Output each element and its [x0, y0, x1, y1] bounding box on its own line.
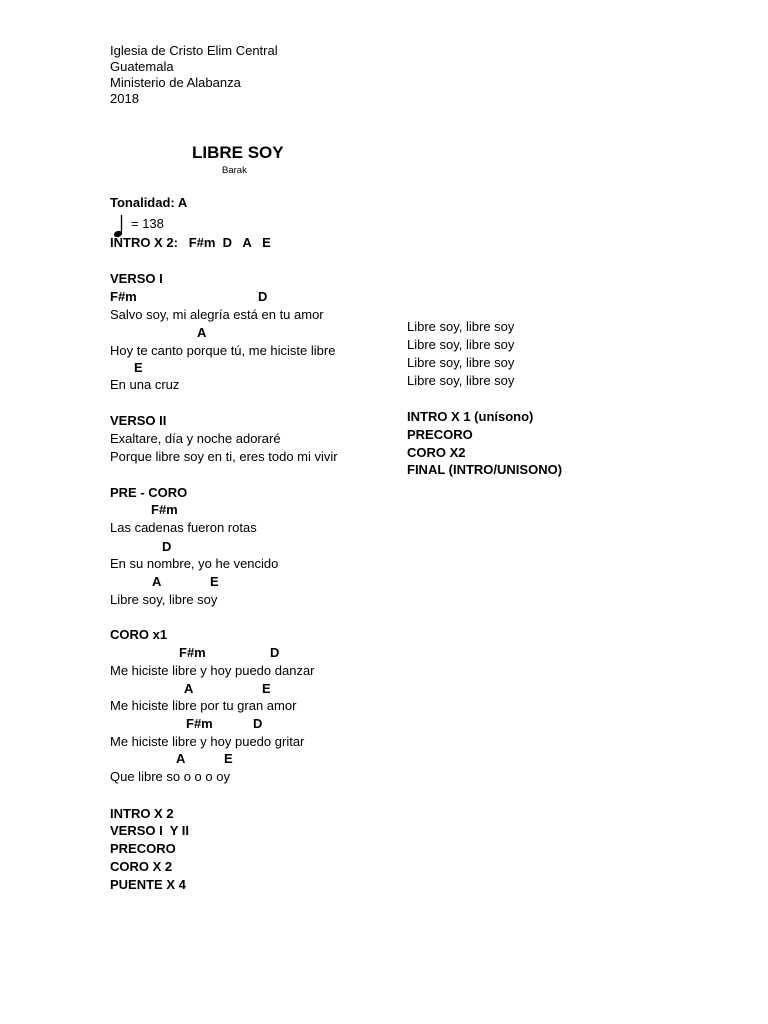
lyric-line: Que libre so o o o oy: [110, 769, 230, 784]
bridge-line: Libre soy, libre soy: [407, 373, 515, 388]
year: 2018: [110, 91, 139, 106]
lyric-line: Me hiciste libre y hoy puedo gritar: [110, 734, 305, 749]
lyric-line: Me hiciste libre por tu gran amor: [110, 698, 297, 713]
chord: F#m: [151, 502, 178, 517]
chord: F#m: [179, 645, 206, 660]
verso1-title: VERSO I: [110, 271, 163, 286]
country: Guatemala: [110, 59, 174, 74]
order-item: CORO X 2: [110, 859, 173, 874]
verso2-title: VERSO II: [110, 413, 167, 428]
lyric-line: En su nombre, yo he vencido: [110, 556, 279, 571]
order-item: PUENTE X 4: [110, 877, 186, 892]
order-item: CORO X2: [407, 445, 466, 460]
bridge-line: Libre soy, libre soy: [407, 337, 515, 352]
chord: E: [134, 360, 143, 375]
chord: A: [152, 574, 162, 589]
lyric-line: Exaltare, día y noche adoraré: [110, 431, 281, 446]
intro-line: INTRO X 2: F#m D A E: [110, 235, 271, 250]
order-item: INTRO X 1 (unísono): [407, 409, 534, 424]
chord: E: [210, 574, 219, 589]
church-name: Iglesia de Cristo Elim Central: [110, 43, 278, 58]
chord: D: [162, 539, 172, 554]
lyric-line: Salvo soy, mi alegría está en tu amor: [110, 307, 324, 322]
lyric-line: Hoy te canto porque tú, me hiciste libre: [110, 343, 336, 358]
chord: A: [176, 751, 186, 766]
lyric-line: Porque libre soy en ti, eres todo mi vivir: [110, 449, 338, 464]
bridge-line: Libre soy, libre soy: [407, 319, 515, 334]
order-item: VERSO I Y II: [110, 823, 189, 838]
lyric-line: Libre soy, libre soy: [110, 592, 218, 607]
lyric-line: Me hiciste libre y hoy puedo danzar: [110, 663, 315, 678]
order-item: PRECORO: [110, 841, 176, 856]
chord: D: [270, 645, 280, 660]
chord: A: [184, 681, 194, 696]
chord: D: [258, 289, 268, 304]
bridge-line: Libre soy, libre soy: [407, 355, 515, 370]
order-item: FINAL (INTRO/UNISONO): [407, 462, 563, 477]
chord: A: [197, 325, 207, 340]
precoro-title: PRE - CORO: [110, 485, 188, 500]
order-item: INTRO X 2: [110, 806, 174, 821]
chord: F#m: [110, 289, 137, 304]
chord: F#m: [186, 716, 213, 731]
ministry: Ministerio de Alabanza: [110, 75, 241, 90]
lyric-line: En una cruz: [110, 377, 180, 392]
order-item: PRECORO: [407, 427, 473, 442]
chord: D: [253, 716, 263, 731]
chord: E: [262, 681, 271, 696]
song-title: LIBRE SOY: [192, 143, 284, 162]
coro-title: CORO x1: [110, 627, 168, 642]
chord: E: [224, 751, 233, 766]
song-author: Barak: [222, 165, 247, 176]
key: Tonalidad: A: [110, 195, 188, 210]
tempo: = 138: [131, 216, 164, 231]
lyric-line: Las cadenas fueron rotas: [110, 520, 257, 535]
